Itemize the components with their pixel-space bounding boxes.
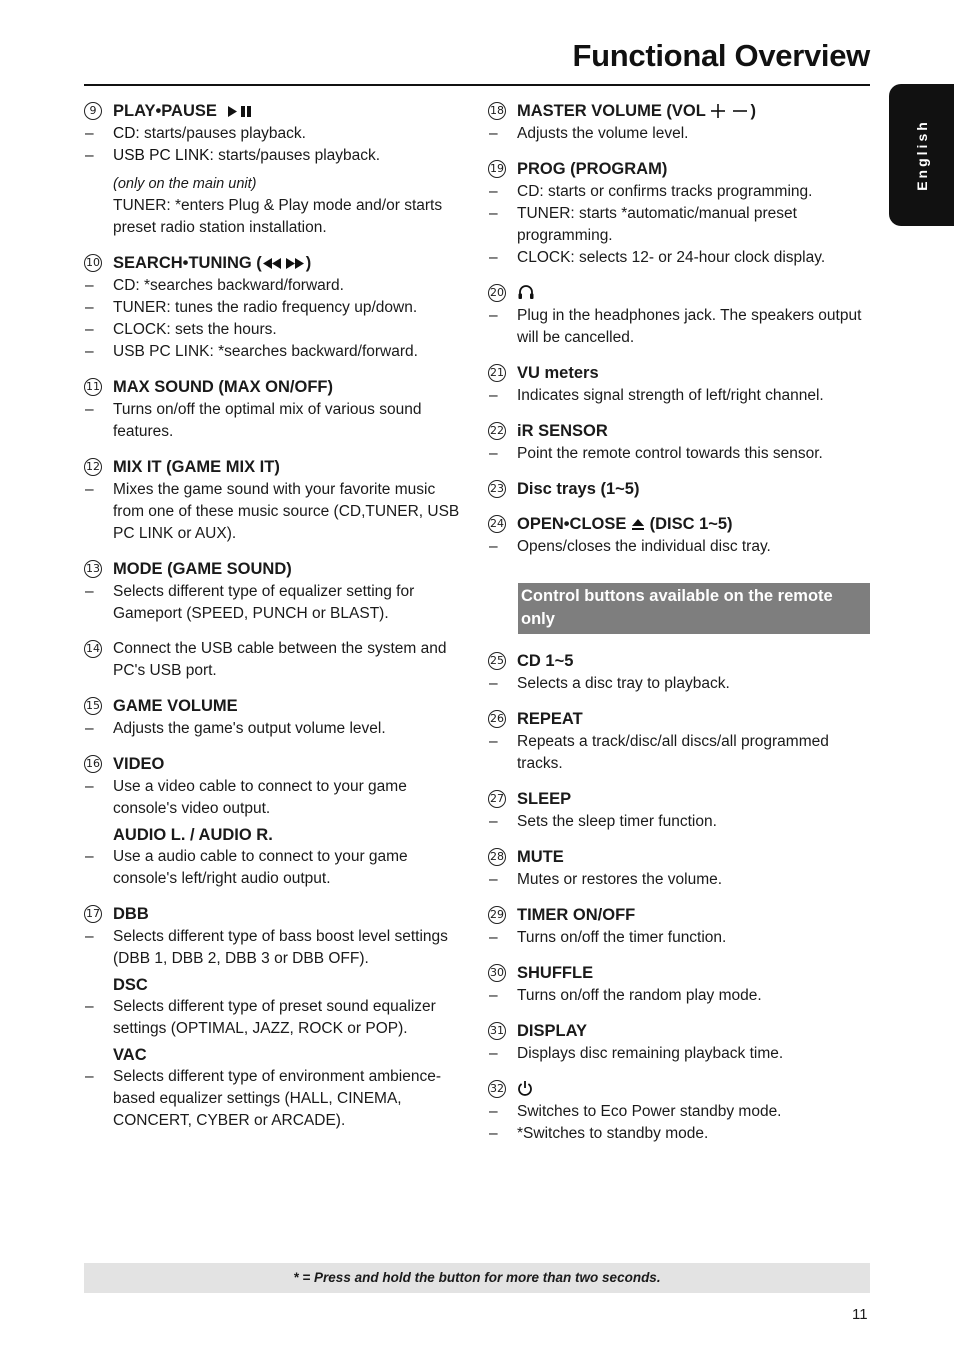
- item-number: 12: [84, 458, 102, 476]
- entry-heading: SEARCH•TUNING (: [113, 254, 262, 272]
- list-item: – Repeats a track/disc/all discs/all programmed tracks.: [489, 733, 829, 772]
- sub-heading: DSC: [113, 976, 148, 994]
- item-number: 25: [488, 652, 506, 670]
- entry-heading: TIMER ON/OFF: [517, 906, 636, 924]
- item-number: 11: [84, 378, 102, 396]
- entry-heading: MASTER VOLUME (VOL: [517, 102, 706, 120]
- entry-heading: DBB: [113, 905, 149, 923]
- list-item: – Use a audio cable to connect to your game console's left/right audio output.: [85, 848, 408, 887]
- list-item: – Point the remote control towards this sensor.: [489, 445, 823, 462]
- list-item: – Sets the sleep timer function.: [489, 813, 717, 830]
- headphones-icon: [517, 284, 535, 300]
- power-icon: [517, 1080, 533, 1096]
- entry-heading: VU meters: [517, 364, 599, 382]
- item-number: 29: [488, 906, 506, 924]
- entry-heading: OPEN•CLOSE: [517, 515, 627, 533]
- item-number: 32: [488, 1080, 506, 1098]
- list-item: – USB PC LINK: *searches backward/forward.: [85, 343, 418, 360]
- entry-heading: MUTE: [517, 848, 564, 866]
- item-number: 23: [488, 480, 506, 498]
- sub-heading: VAC: [113, 1046, 147, 1064]
- entry-heading: PROG (PROGRAM): [517, 160, 668, 178]
- entry-standby: [488, 1078, 870, 1145]
- list-item: – Turns on/off the optimal mix of various sound features.: [85, 401, 422, 440]
- item-number: 9: [84, 102, 102, 120]
- remote-only-banner: Control buttons available on the remote only: [518, 583, 870, 634]
- list-item: – Adjusts the game's output volume level.: [85, 720, 386, 737]
- list-item: – USB PC LINK: starts/pauses playback.: [85, 147, 381, 164]
- play-pause-icon: [226, 105, 254, 118]
- item-number: 21: [488, 364, 506, 382]
- item-number: 13: [84, 560, 102, 578]
- entry-heading: GAME VOLUME: [113, 697, 238, 715]
- entry-heading: CD 1~5: [517, 652, 574, 670]
- entry-heading: PLAY•PAUSE: [113, 102, 217, 120]
- footnote: * = Press and hold the button for more than two seconds.: [84, 1263, 870, 1293]
- list-item: – Switches to Eco Power standby mode.: [489, 1103, 782, 1120]
- entry-mix-it: [84, 456, 464, 545]
- entry-play-pause: [84, 100, 464, 239]
- item-number: 26: [488, 710, 506, 728]
- entry-display: [488, 1020, 870, 1065]
- plus-minus-icon: [710, 104, 750, 118]
- list-item: – Use a video cable to connect to your game console's video output.: [85, 778, 407, 817]
- item-number: 17: [84, 905, 102, 923]
- entry-heading: Disc trays (1~5): [517, 480, 640, 498]
- entry-vu-meters: [488, 362, 870, 407]
- entry-heading: REPEAT: [517, 710, 583, 728]
- note-text: TUNER: *enters Plug & Play mode and/or starts preset radio station installation.: [113, 197, 443, 236]
- entry-heading: MAX SOUND (MAX ON/OFF): [113, 378, 333, 396]
- sub-heading: AUDIO L. / AUDIO R.: [113, 826, 273, 844]
- entry-prog: [488, 158, 870, 269]
- entry-mute: [488, 846, 870, 891]
- title-rule: [84, 84, 870, 86]
- list-item: – Selects different type of preset sound equalizer settings (OPTIMAL, JAZZ, ROCK or POP).: [85, 998, 436, 1037]
- list-item: – Indicates signal strength of left/right channel.: [489, 387, 824, 404]
- entry-dbb: [84, 903, 464, 1132]
- list-item: – *Switches to standby mode.: [489, 1125, 709, 1142]
- entry-ir-sensor: [488, 420, 870, 465]
- entry-max-sound: [84, 376, 464, 443]
- list-item: – CD: starts/pauses playback.: [85, 125, 306, 142]
- entry-shuffle: [488, 962, 870, 1007]
- language-tab: [889, 84, 954, 226]
- item-number: 19: [488, 160, 506, 178]
- item-number: 15: [84, 697, 102, 715]
- item-number: 14: [84, 640, 102, 658]
- list-item: – TUNER: tunes the radio frequency up/down.: [85, 299, 418, 316]
- item-number: 24: [488, 515, 506, 533]
- list-item: – Turns on/off the random play mode.: [489, 987, 762, 1004]
- entry-mode: [84, 558, 464, 625]
- entry-headphones: [488, 282, 870, 349]
- right-column: [488, 100, 870, 1158]
- list-item: – Selects a disc tray to playback.: [489, 675, 730, 692]
- entry-heading: VIDEO: [113, 755, 165, 773]
- left-column: [84, 100, 464, 1145]
- list-item: – CD: starts or confirms tracks programming.: [489, 183, 813, 200]
- item-number: 22: [488, 422, 506, 440]
- entry-game-volume: [84, 695, 464, 740]
- item-number: 16: [84, 755, 102, 773]
- item-number: 10: [84, 254, 102, 272]
- list-item: – Opens/closes the individual disc tray.: [489, 538, 771, 555]
- list-item: – CLOCK: selects 12- or 24-hour clock display.: [489, 249, 826, 266]
- entry-heading: SLEEP: [517, 790, 572, 808]
- skip-backward-forward-icon: [262, 257, 306, 270]
- entry-master-volume: 18 MASTER VOLUME (VOL ) – Adjusts the volume level.: [488, 100, 870, 145]
- list-item: – Mutes or restores the volume.: [489, 871, 723, 888]
- entry-video: [84, 753, 464, 890]
- list-item: – Selects different type of equalizer setting for Gameport (SPEED, PUNCH or BLAST).: [85, 583, 415, 622]
- list-item: – CD: *searches backward/forward.: [85, 277, 344, 294]
- entry-cd: [488, 650, 870, 695]
- list-item: – Adjusts the volume level.: [489, 125, 689, 142]
- list-item: – Turns on/off the timer function.: [489, 929, 727, 946]
- entry-heading: DISPLAY: [517, 1022, 587, 1040]
- entry-sleep: [488, 788, 870, 833]
- item-number: 27: [488, 790, 506, 808]
- list-item: – Mixes the game sound with your favorite music from one of these music source (CD,TUNER, USB PC LINK or AUX).: [85, 481, 460, 542]
- item-number: 28: [488, 848, 506, 866]
- entry-usb: [84, 638, 464, 682]
- entry-heading: MIX IT (GAME MIX IT): [113, 458, 280, 476]
- list-item: 14 Connect the USB cable between the system and PC's USB port.: [86, 640, 447, 679]
- list-item: – Plug in the headphones jack. The speakers output will be cancelled.: [489, 307, 862, 346]
- page-number: 11: [852, 1306, 868, 1323]
- list-item: – TUNER: starts *automatic/manual preset programming.: [489, 205, 797, 244]
- language-tab-label: English: [913, 119, 930, 191]
- page-title: Functional Overview: [572, 38, 870, 73]
- item-number: 20: [488, 284, 506, 302]
- item-number: 18: [488, 102, 506, 120]
- entry-search-tuning: 10 SEARCH•TUNING ( ) – CD: *searches backward/forward. – TUNER: tunes the radio frequency up/down. – CLOCK: sets the hours. – USB PC LINK: *searches backward/forward.: [84, 252, 464, 363]
- entry-heading: MODE (GAME SOUND): [113, 560, 292, 578]
- eject-icon: [631, 518, 645, 531]
- entry-open-close: 24 OPEN•CLOSE (DISC 1~5) – Opens/closes the individual disc tray.: [488, 513, 870, 558]
- list-item: – Displays disc remaining playback time.: [489, 1045, 784, 1062]
- note-text: (only on the main unit): [113, 176, 257, 192]
- item-number: 31: [488, 1022, 506, 1040]
- entry-heading: iR SENSOR: [517, 422, 608, 440]
- list-item: – CLOCK: sets the hours.: [85, 321, 277, 338]
- entry-timer: [488, 904, 870, 949]
- entry-heading: SHUFFLE: [517, 964, 594, 982]
- entry-repeat: [488, 708, 870, 775]
- item-number: 30: [488, 964, 506, 982]
- list-item: – Selects different type of environment ambience-based equalizer settings (HALL, CINEMA, CONCERT, CYBER or ARCADE).: [85, 1068, 441, 1129]
- list-item: – Selects different type of bass boost level settings (DBB 1, DBB 2, DBB 3 or DBB OFF).: [85, 928, 448, 967]
- entry-disc-trays: [488, 478, 870, 500]
